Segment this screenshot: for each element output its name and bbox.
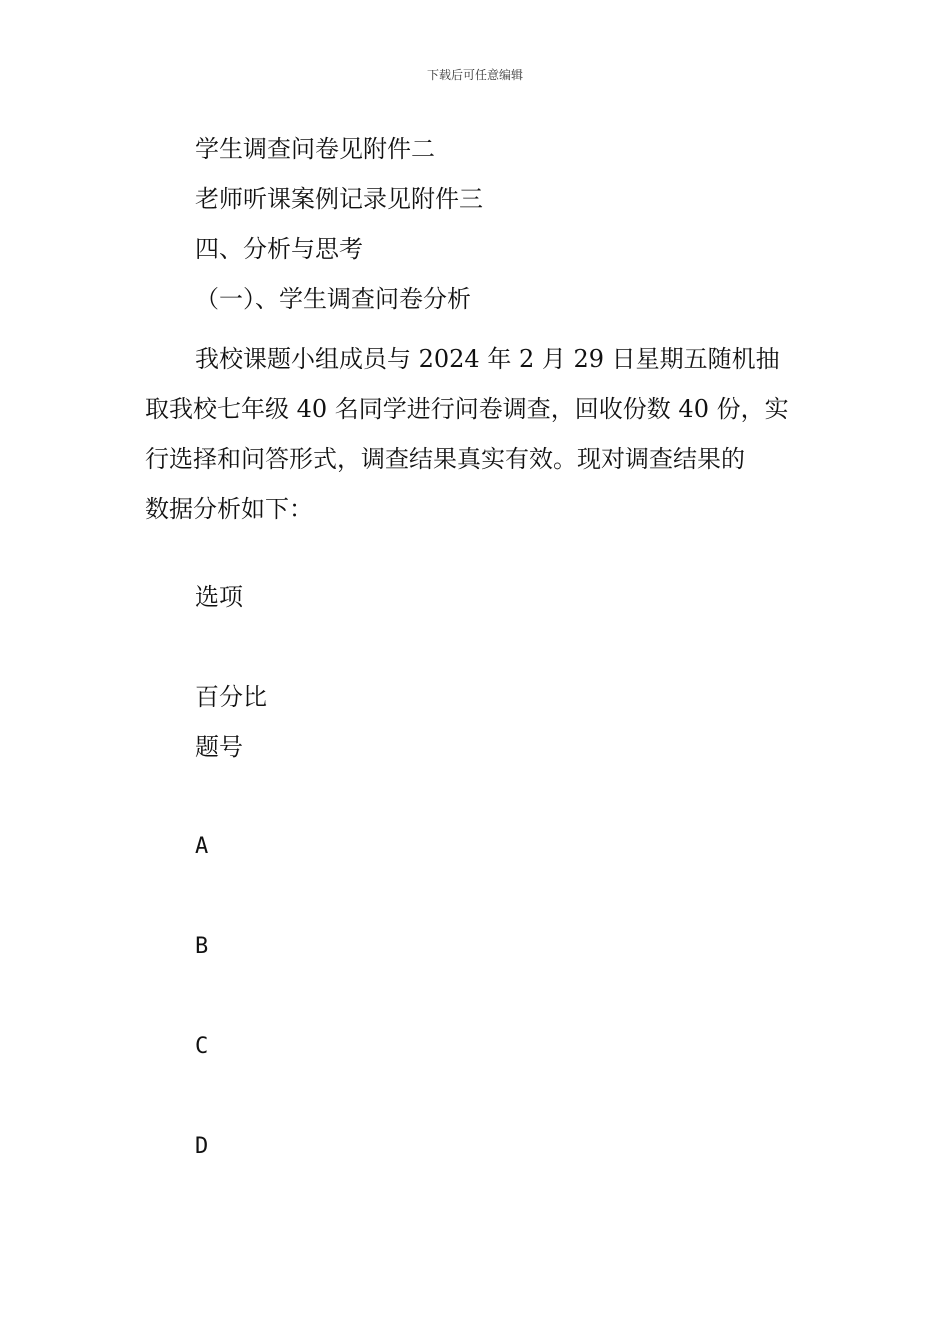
paragraph-line: 数据分析如下： (145, 495, 313, 523)
paragraph-line: 行选择和问答形式，调查结果真实有效。现对调查结果的 (145, 445, 745, 473)
section-heading: 四、分析与思考 (195, 235, 363, 263)
option-a-label: A (195, 834, 209, 859)
header-note: 下载后可任意编辑 (426, 68, 523, 82)
option-c-label: C (195, 1034, 209, 1059)
appendix2-line: 学生调查问卷见附件二 (195, 135, 435, 163)
table-header-question: 题号 (195, 733, 243, 761)
option-b-label: B (195, 934, 209, 959)
paragraph-line: 我校课题小组成员与 2024 年 2 月 29 日星期五随机抽 (195, 345, 780, 373)
subsection-heading: （一）、学生调查问卷分析 (195, 285, 471, 313)
table-header-option: 选项 (195, 583, 243, 611)
appendix3-line: 老师听课案例记录见附件三 (195, 185, 483, 213)
survey-paragraph (145, 334, 815, 534)
paragraph-line: 取我校七年级 40 名同学进行问卷调查，回收份数 40 份，实 (145, 395, 789, 423)
table-header-percent: 百分比 (195, 683, 267, 711)
option-d-label: D (195, 1134, 209, 1159)
